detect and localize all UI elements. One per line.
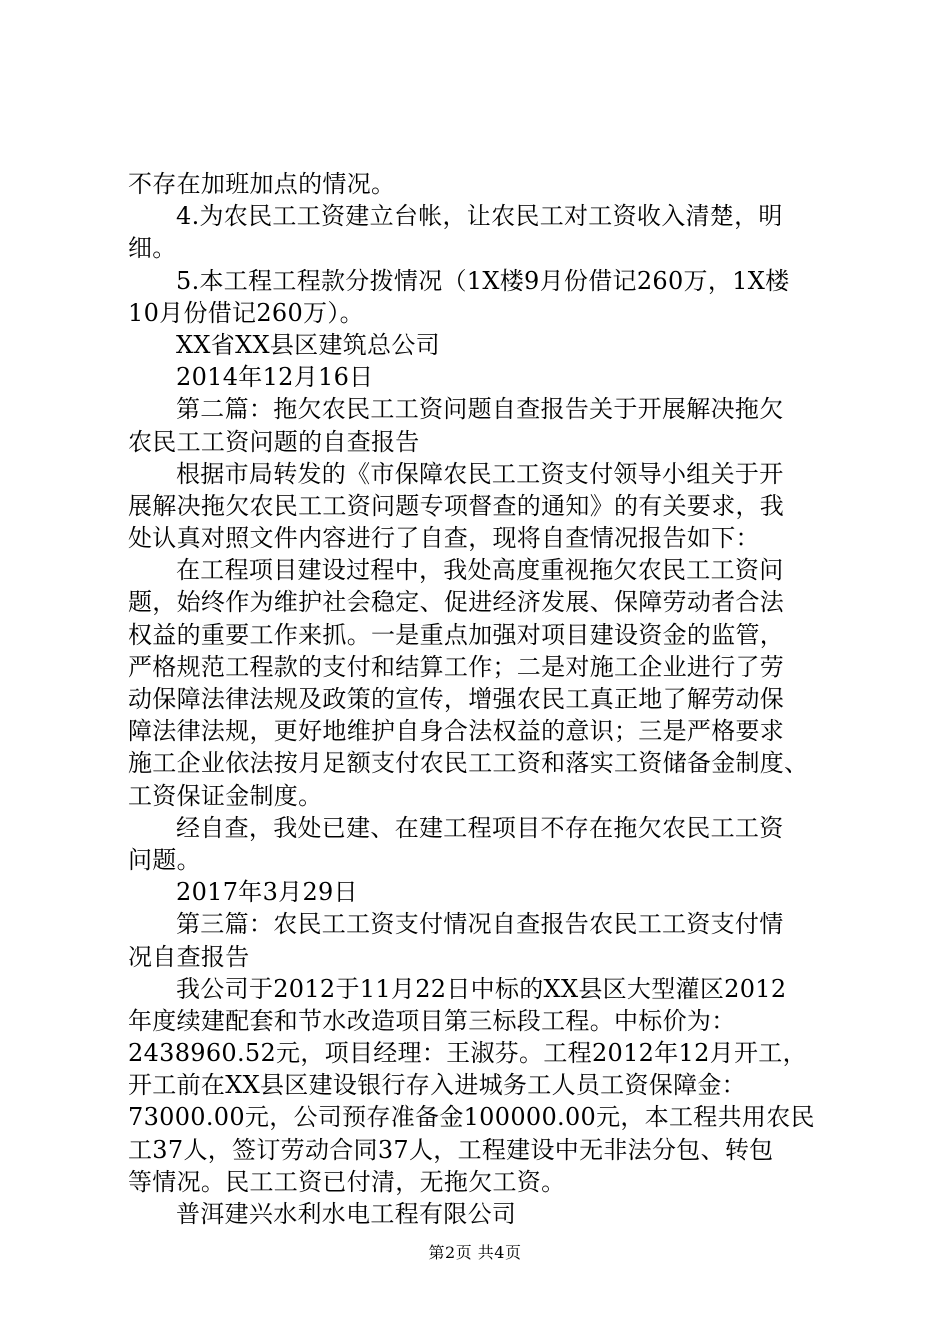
text-line: 2017年3月29日 [176, 878, 358, 907]
text-line: 73000.00元，公司预存准备金100000.00元，本工程共用农民 [128, 1103, 815, 1132]
text-line: 在工程项目建设过程中，我处高度重视拖欠农民工工资问 [176, 556, 784, 585]
text-line: 年度续建配套和节水改造项目第三标段工程。中标价为： [128, 1006, 736, 1035]
document-body [128, 168, 828, 1230]
text-line: 农民工工资问题的自查报告 [128, 427, 420, 456]
text-line: 问题。 [128, 845, 201, 874]
text-line: 施工企业依法按月足额支付农民工工资和落实工资储备金制度、 [128, 749, 809, 778]
text-line: 10月份借记260万）。 [128, 298, 364, 327]
text-line: 根据市局转发的《市保障农民工工资支付领导小组关于开 [176, 459, 784, 488]
text-line: 第二篇：拖欠农民工工资问题自查报告关于开展解决拖欠 [176, 395, 784, 424]
page-footer: 第2页 共4页 [428, 1243, 522, 1262]
text-line: 细。 [128, 234, 177, 263]
text-line: 动保障法律法规及政策的宣传，增强农民工真正地了解劳动保 [128, 685, 785, 713]
text-line: 工37人，签订劳动合同37人，工程建设中无非法分包、转包 [128, 1135, 774, 1164]
text-line: 况自查报告 [128, 942, 250, 971]
text-line: 经自查，我处已建、在建工程项目不存在拖欠农民工工资 [176, 813, 784, 842]
text-line: 5.本工程工程款分拨情况（1X楼9月份借记260万，1X楼 [176, 266, 790, 295]
text-line: 题，始终作为维护社会稳定、促进经济发展、保障劳动者合法 [128, 588, 785, 617]
text-line: 不存在加班加点的情况。 [128, 170, 396, 198]
text-line: 等情况。民工工资已付清，无拖欠工资。 [128, 1167, 566, 1196]
text-line: 工资保证金制度。 [128, 781, 323, 810]
text-line: 障法律法规，更好地维护自身合法权益的意识；三是严格要求 [128, 717, 785, 746]
text-line: 2438960.52元，项目经理：王淑芬。工程2012年12月开工， [128, 1039, 807, 1068]
text-line: 第三篇：农民工工资支付情况自查报告农民工工资支付情 [176, 910, 784, 939]
text-line: 我公司于2012于11月22日中标的XX县区大型灌区2012 [176, 974, 787, 1003]
text-line: 4.为农民工工资建立台帐，让农民工对工资收入清楚，明 [176, 202, 783, 231]
text-line: XX省XX县区建筑总公司 [176, 330, 440, 359]
text-line: 展解决拖欠农民工工资问题专项督查的通知》的有关要求，我 [128, 491, 785, 520]
text-line: 权益的重要工作来抓。一是重点加强对项目建设资金的监管， [128, 620, 785, 649]
text-line: 2014年12月16日 [176, 363, 374, 392]
text-line: 开工前在XX县区建设银行存入进城务工人员工资保障金： [128, 1071, 746, 1100]
text-line: 严格规范工程款的支付和结算工作；二是对施工企业进行了劳 [128, 652, 785, 681]
text-line: 普洱建兴水利水电工程有限公司 [176, 1200, 517, 1228]
text-line: 处认真对照文件内容进行了自查，现将自查情况报告如下： [128, 524, 760, 553]
